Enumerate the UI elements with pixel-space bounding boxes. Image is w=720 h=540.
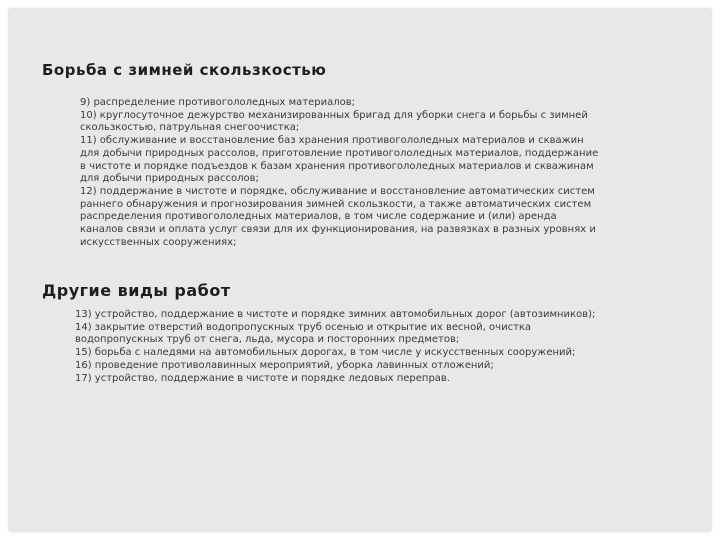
list-line: скользкостью, патрульная снегоочистка;	[80, 122, 300, 134]
list-line: раннего обнаружения и прогнозирования зимней скользкости, а также автоматических систем	[80, 198, 592, 210]
list-line: 15) борьба с наледями на автомобильных дорогах, в том числе у искусственных сооружений;	[75, 347, 576, 359]
slide	[8, 8, 712, 532]
other-works-list	[75, 309, 595, 385]
list-line: для добычи природных рассолов;	[80, 173, 259, 185]
list-line: для добычи природных рассолов, приготовление противогололедных материалов, поддержание	[80, 147, 599, 159]
list-line: 17) устройство, поддержание в чистоте и порядке ледовых переправ.	[75, 372, 450, 384]
list-line: водопропускных труб от снега, льда, мусора и посторонних предметов;	[75, 334, 460, 346]
section-title-winter-slipperiness: Борьба с зимней скользкостью	[42, 61, 327, 79]
list-line: 9) распределение противогололедных материалов;	[80, 97, 356, 108]
list-line: 11) обслуживание и восстановление баз хранения противогололедных материалов и скважин	[80, 135, 584, 147]
list-line: каналов связи и оплата услуг связи для их функционирования, на развязках в разных уровнях и	[80, 224, 596, 236]
list-line: 10) круглосуточное дежурство механизированных бригад для уборки снега и борьбы с зимней	[80, 109, 588, 121]
list-line: в чистоте и порядке подъездов к базам хранения противогололедных материалов и скважинам	[80, 160, 594, 172]
list-line: распределения противогололедных материалов, в том числе содержание и (или) аренда	[80, 211, 557, 223]
list-line: 14) закрытие отверстий водопропускных труб осенью и открытие их весной, очистка	[75, 321, 532, 333]
list-line: 16) проведение противолавинных мероприятий, уборка лавинных отложений;	[75, 359, 494, 371]
list-line: 13) устройство, поддержание в чистоте и порядке зимних автомобильных дорог (автозимников);	[75, 309, 596, 320]
section-title-other-works: Другие виды работ	[42, 281, 231, 300]
list-line: искусственных сооружениях;	[80, 236, 237, 248]
list-line: 12) поддержание в чистоте и порядке, обслуживание и восстановление автоматических систем	[80, 185, 595, 197]
winter-works-list	[80, 97, 598, 249]
